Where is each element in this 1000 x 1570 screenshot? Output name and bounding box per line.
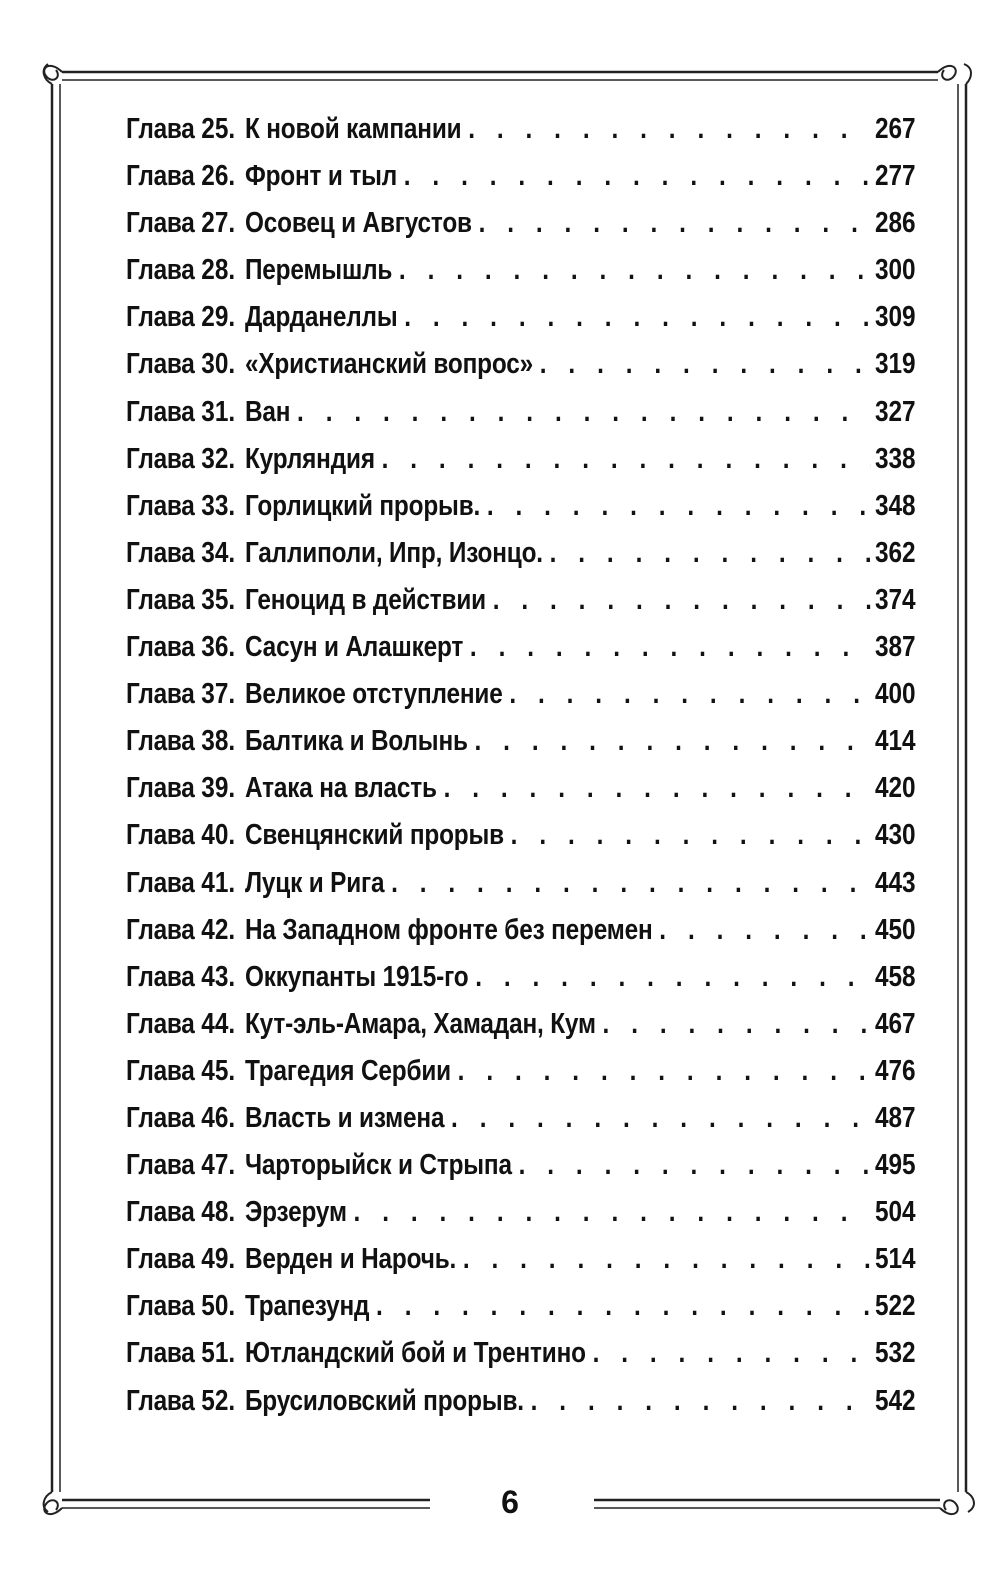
- chapter-number: 33.: [201, 489, 236, 522]
- chapter-page: 277: [874, 160, 916, 193]
- dot-leader: [550, 530, 870, 577]
- chapter-label: Глава: [126, 254, 195, 287]
- chapter-number: 42.: [201, 913, 236, 946]
- chapter-title: Ван: [244, 395, 291, 428]
- dot-leader: [404, 294, 870, 341]
- chapter-number: 52.: [201, 1384, 236, 1417]
- dot-leader: [519, 1142, 870, 1189]
- chapter-title: Балтика и Волынь: [244, 725, 468, 758]
- chapter-page: 532: [874, 1337, 916, 1370]
- chapter-label: Глава: [126, 301, 195, 334]
- chapter-title: Курляндия: [244, 442, 375, 475]
- dot-leader: [458, 1048, 870, 1095]
- chapter-label: Глава: [126, 1196, 195, 1229]
- chapter-page: 414: [874, 725, 916, 758]
- chapter-label: Глава: [126, 395, 195, 428]
- chapter-page: 514: [874, 1243, 916, 1276]
- chapter-title: Галлиполи, Ипр, Изонцо.: [244, 536, 543, 569]
- dot-leader: [479, 200, 870, 247]
- chapter-title: Атака на власть: [244, 772, 437, 805]
- chapter-page: 430: [874, 819, 916, 852]
- chapter-title: На Западном фронте без перемен: [244, 913, 653, 946]
- toc-entry-52[interactable]: [126, 1378, 916, 1425]
- chapter-number: 40.: [201, 819, 236, 852]
- chapter-number: 41.: [201, 866, 236, 899]
- dot-leader: [470, 624, 870, 671]
- chapter-title: Оккупанты 1915-го: [244, 960, 469, 993]
- toc-entry-35[interactable]: [126, 577, 916, 624]
- toc-entry-42[interactable]: [126, 907, 916, 954]
- chapter-number: 30.: [201, 348, 236, 381]
- toc-entry-34[interactable]: [126, 530, 916, 577]
- chapter-number: 45.: [201, 1054, 236, 1087]
- chapter-label: Глава: [126, 866, 195, 899]
- chapter-page: 338: [874, 442, 916, 475]
- chapter-number: 25.: [201, 113, 236, 145]
- dot-leader: [509, 671, 870, 718]
- chapter-page: 374: [874, 583, 916, 616]
- chapter-title: К новой кампании: [244, 113, 462, 145]
- chapter-label: Глава: [126, 113, 195, 145]
- chapter-label: Глава: [126, 160, 195, 193]
- chapter-label: Глава: [126, 678, 195, 711]
- chapter-title: Фронт и тыл: [244, 160, 398, 193]
- chapter-page: 309: [874, 301, 916, 334]
- toc-entry-40[interactable]: [126, 812, 916, 859]
- chapter-title: Геноцид в действии: [244, 583, 486, 616]
- chapter-page: 504: [874, 1196, 916, 1229]
- corner-ornament-top-left: [44, 64, 62, 84]
- toc-entry-50[interactable]: [126, 1283, 916, 1330]
- chapter-page: 522: [874, 1290, 916, 1323]
- dot-leader: [475, 718, 870, 765]
- chapter-number: 44.: [201, 1007, 236, 1040]
- dot-leader: [354, 1189, 870, 1236]
- toc-entry-31[interactable]: [126, 389, 916, 436]
- chapter-number: 51.: [201, 1337, 236, 1370]
- chapter-number: 35.: [201, 583, 236, 616]
- chapter-label: Глава: [126, 725, 195, 758]
- toc-entry-43[interactable]: [126, 954, 916, 1001]
- toc-entry-28[interactable]: [126, 247, 916, 294]
- chapter-label: Глава: [126, 442, 195, 475]
- toc-entry-27[interactable]: [126, 200, 916, 247]
- dot-leader: [468, 106, 870, 153]
- dot-leader: [540, 341, 870, 388]
- chapter-page: 327: [874, 395, 916, 428]
- chapter-label: Глава: [126, 207, 195, 240]
- chapter-title: Чарторыйск и Стрыпа: [244, 1149, 512, 1182]
- chapter-page: 400: [874, 678, 916, 711]
- dot-leader: [391, 860, 870, 907]
- toc-entry-41[interactable]: [126, 860, 916, 907]
- chapter-page: 467: [874, 1007, 916, 1040]
- chapter-label: Глава: [126, 583, 195, 616]
- toc-entry-32[interactable]: [126, 436, 916, 483]
- chapter-page: 286: [874, 207, 916, 240]
- toc-entry-29[interactable]: [126, 294, 916, 341]
- chapter-label: Глава: [126, 1054, 195, 1087]
- corner-ornament-bottom-right: [940, 1492, 974, 1514]
- chapter-number: 47.: [201, 1149, 236, 1182]
- chapter-title: Трагедия Сербии: [244, 1054, 451, 1087]
- chapter-page: 267: [874, 113, 916, 145]
- toc-entry-46[interactable]: [126, 1095, 916, 1142]
- dot-leader: [463, 1236, 870, 1283]
- chapter-number: 26.: [201, 160, 236, 193]
- toc-entry-38[interactable]: [126, 718, 916, 765]
- chapter-number: 43.: [201, 960, 236, 993]
- dot-leader: [399, 247, 870, 294]
- dot-leader: [493, 577, 870, 624]
- chapter-label: Глава: [126, 1149, 195, 1182]
- chapter-page: 476: [874, 1054, 916, 1087]
- toc-entry-36[interactable]: [126, 624, 916, 671]
- table-of-contents: [126, 106, 916, 1425]
- dot-leader: [531, 1378, 870, 1425]
- chapter-number: 50.: [201, 1290, 236, 1323]
- chapter-title: Великое отступление: [244, 678, 503, 711]
- chapter-number: 46.: [201, 1101, 236, 1134]
- toc-entry-30[interactable]: [126, 341, 916, 388]
- chapter-label: Глава: [126, 1243, 195, 1276]
- chapter-title: «Христианский вопрос»: [244, 348, 534, 381]
- chapter-label: Глава: [126, 960, 195, 993]
- chapter-label: Глава: [126, 772, 195, 805]
- chapter-title: Свенцянский прорыв: [244, 819, 504, 852]
- chapter-page: 487: [874, 1101, 916, 1134]
- toc-entry-33[interactable]: [126, 483, 916, 530]
- chapter-label: Глава: [126, 536, 195, 569]
- chapter-page: 495: [874, 1149, 916, 1182]
- chapter-label: Глава: [126, 1384, 195, 1417]
- chapter-title: Власть и измена: [244, 1101, 445, 1134]
- chapter-title: Верден и Нарочь.: [244, 1243, 457, 1276]
- chapter-title: Ютландский бой и Трентино: [244, 1337, 586, 1370]
- chapter-number: 29.: [201, 301, 236, 334]
- page-number: 6: [501, 1484, 519, 1520]
- chapter-page: 458: [874, 960, 916, 993]
- toc-entry-26[interactable]: [126, 153, 916, 200]
- chapter-number: 49.: [201, 1243, 236, 1276]
- toc-entry-44[interactable]: [126, 1001, 916, 1048]
- chapter-label: Глава: [126, 1101, 195, 1134]
- toc-entry-49[interactable]: [126, 1236, 916, 1283]
- toc-entry-51[interactable]: [126, 1330, 916, 1377]
- chapter-page: 319: [874, 348, 916, 381]
- chapter-title: Кут-эль-Амара, Хамадан, Кум: [244, 1007, 596, 1040]
- chapter-label: Глава: [126, 489, 195, 522]
- chapter-number: 39.: [201, 772, 236, 805]
- dot-leader: [451, 1095, 870, 1142]
- dot-leader: [382, 436, 870, 483]
- chapter-title: Осовец и Августов: [244, 207, 472, 240]
- chapter-page: 450: [874, 913, 916, 946]
- chapter-title: Сасун и Алашкерт: [244, 631, 464, 664]
- chapter-page: 542: [874, 1384, 916, 1417]
- chapter-page: 443: [874, 866, 916, 899]
- toc-entry-47[interactable]: [126, 1142, 916, 1189]
- corner-ornament-top-right: [938, 64, 971, 84]
- toc-entry-39[interactable]: [126, 765, 916, 812]
- dot-leader: [297, 389, 870, 436]
- dot-leader: [444, 765, 870, 812]
- chapter-number: 31.: [201, 395, 236, 428]
- chapter-page: 362: [874, 536, 916, 569]
- chapter-number: 38.: [201, 725, 236, 758]
- chapter-title: Луцк и Рига: [244, 866, 385, 899]
- dot-leader: [659, 907, 870, 954]
- toc-entry-45[interactable]: [126, 1048, 916, 1095]
- toc-entry-25[interactable]: [126, 106, 916, 153]
- dot-leader: [475, 954, 870, 1001]
- dot-leader: [593, 1330, 870, 1377]
- chapter-page: 300: [874, 254, 916, 287]
- chapter-label: Глава: [126, 631, 195, 664]
- chapter-number: 36.: [201, 631, 236, 664]
- chapter-label: Глава: [126, 1290, 195, 1323]
- corner-ornament-bottom-left: [44, 1492, 62, 1514]
- chapter-label: Глава: [126, 819, 195, 852]
- chapter-number: 28.: [201, 254, 236, 287]
- dot-leader: [603, 1001, 870, 1048]
- chapter-label: Глава: [126, 348, 195, 381]
- chapter-title: Эрзерум: [244, 1196, 347, 1229]
- chapter-page: 348: [874, 489, 916, 522]
- chapter-number: 48.: [201, 1196, 236, 1229]
- chapter-title: Горлицкий прорыв.: [244, 489, 481, 522]
- chapter-title: Брусиловский прорыв.: [244, 1384, 524, 1417]
- chapter-number: 32.: [201, 442, 236, 475]
- chapter-title: Дарданеллы: [244, 301, 398, 334]
- toc-entry-48[interactable]: [126, 1189, 916, 1236]
- dot-leader: [511, 812, 870, 859]
- toc-entry-37[interactable]: [126, 671, 916, 718]
- chapter-label: Глава: [126, 1007, 195, 1040]
- chapter-label: Глава: [126, 1337, 195, 1370]
- dot-leader: [404, 153, 870, 200]
- dot-leader: [487, 483, 870, 530]
- chapter-number: 27.: [201, 207, 236, 240]
- chapter-number: 34.: [201, 536, 236, 569]
- chapter-page: 387: [874, 631, 916, 664]
- chapter-number: 37.: [201, 678, 236, 711]
- chapter-title: Перемышль: [244, 254, 393, 287]
- chapter-label: Глава: [126, 913, 195, 946]
- chapter-title: Трапезунд: [244, 1290, 370, 1323]
- dot-leader: [376, 1283, 870, 1330]
- chapter-page: 420: [874, 772, 916, 805]
